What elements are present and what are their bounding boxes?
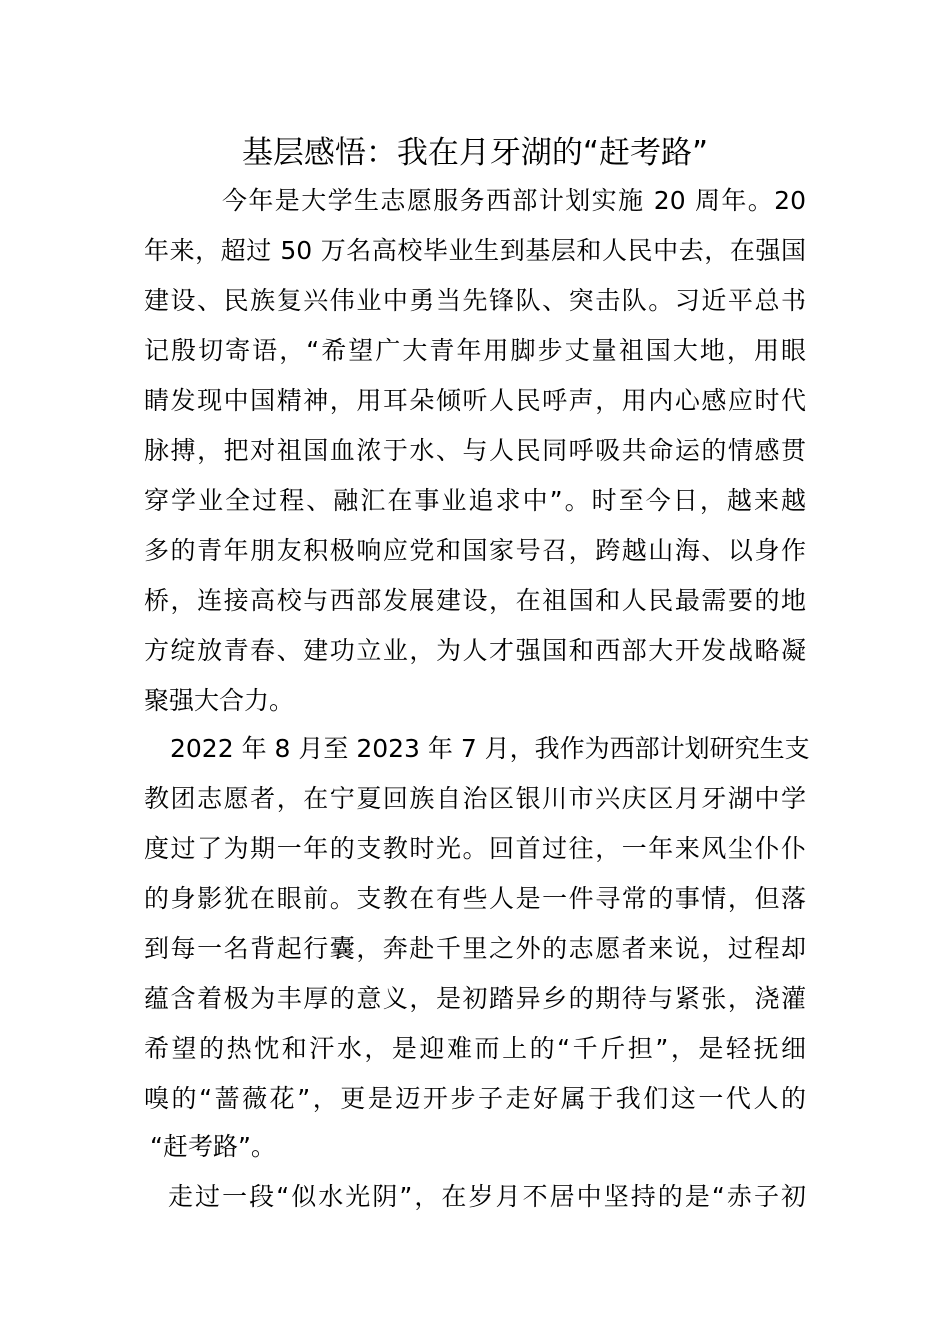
- paragraph-1-line-6: 脉搏，把对祖国血浓于水、与人民同呼吸共命运的情感贯: [144, 436, 806, 465]
- paragraph-1-line-2: 年来，超过 50 万名高校毕业生到基层和人民中去，在强国: [144, 236, 806, 265]
- paragraph-1-line-10: 方绽放青春、建功立业，为人才强国和西部大开发战略凝: [144, 636, 806, 665]
- paragraph-2-line-6: 蕴含着极为丰厚的意义，是初踏异乡的期待与紧张，浇灌: [144, 984, 806, 1013]
- paragraph-3-line-1: 走过一段“似水光阴”，在岁月不居中坚持的是“赤子初: [168, 1182, 806, 1211]
- paragraph-2-line-4: 的身影犹在眼前。支教在有些人是一件寻常的事情，但落: [144, 884, 806, 913]
- paragraph-1-line-8: 多的青年朋友积极响应党和国家号召，跨越山海、以身作: [144, 536, 806, 565]
- paragraph-1-line-3: 建设、民族复兴伟业中勇当先锋队、突击队。习近平总书: [144, 286, 806, 315]
- document-title: 基层感悟：我在月牙湖的“赶考路”: [241, 135, 709, 171]
- paragraph-1-line-4: 记殷切寄语，“希望广大青年用脚步丈量祖国大地，用眼: [144, 336, 806, 365]
- paragraph-2-line-5: 到每一名背起行囊，奔赴千里之外的志愿者来说，过程却: [144, 934, 806, 963]
- paragraph-2-line-7: 希望的热忱和汗水，是迎难而上的“千斤担”，是轻抚细: [144, 1034, 806, 1063]
- paragraph-2-line-1: 2022 年 8 月至 2023 年 7 月，我作为西部计划研究生支: [170, 734, 810, 763]
- paragraph-2-line-9: “赶考路”。: [150, 1132, 276, 1161]
- paragraph-2-line-3: 度过了为期一年的支教时光。回首过往，一年来风尘仆仆: [144, 834, 806, 863]
- paragraph-2-line-8: 嗅的“蔷薇花”，更是迈开步子走好属于我们这一代人的: [144, 1084, 806, 1113]
- paragraph-2-line-2: 教团志愿者，在宁夏回族自治区银川市兴庆区月牙湖中学: [144, 784, 806, 813]
- paragraph-1-line-5: 睛发现中国精神，用耳朵倾听人民呼声，用内心感应时代: [144, 386, 806, 415]
- paragraph-1-line-1: 今年是大学生志愿服务西部计划实施 20 周年。20: [222, 186, 806, 215]
- paragraph-1-line-9: 桥，连接高校与西部发展建设，在祖国和人民最需要的地: [144, 586, 806, 615]
- paragraph-1-line-7: 穿学业全过程、融汇在事业追求中”。时至今日，越来越: [144, 486, 806, 515]
- paragraph-1-line-11: 聚强大合力。: [144, 686, 295, 715]
